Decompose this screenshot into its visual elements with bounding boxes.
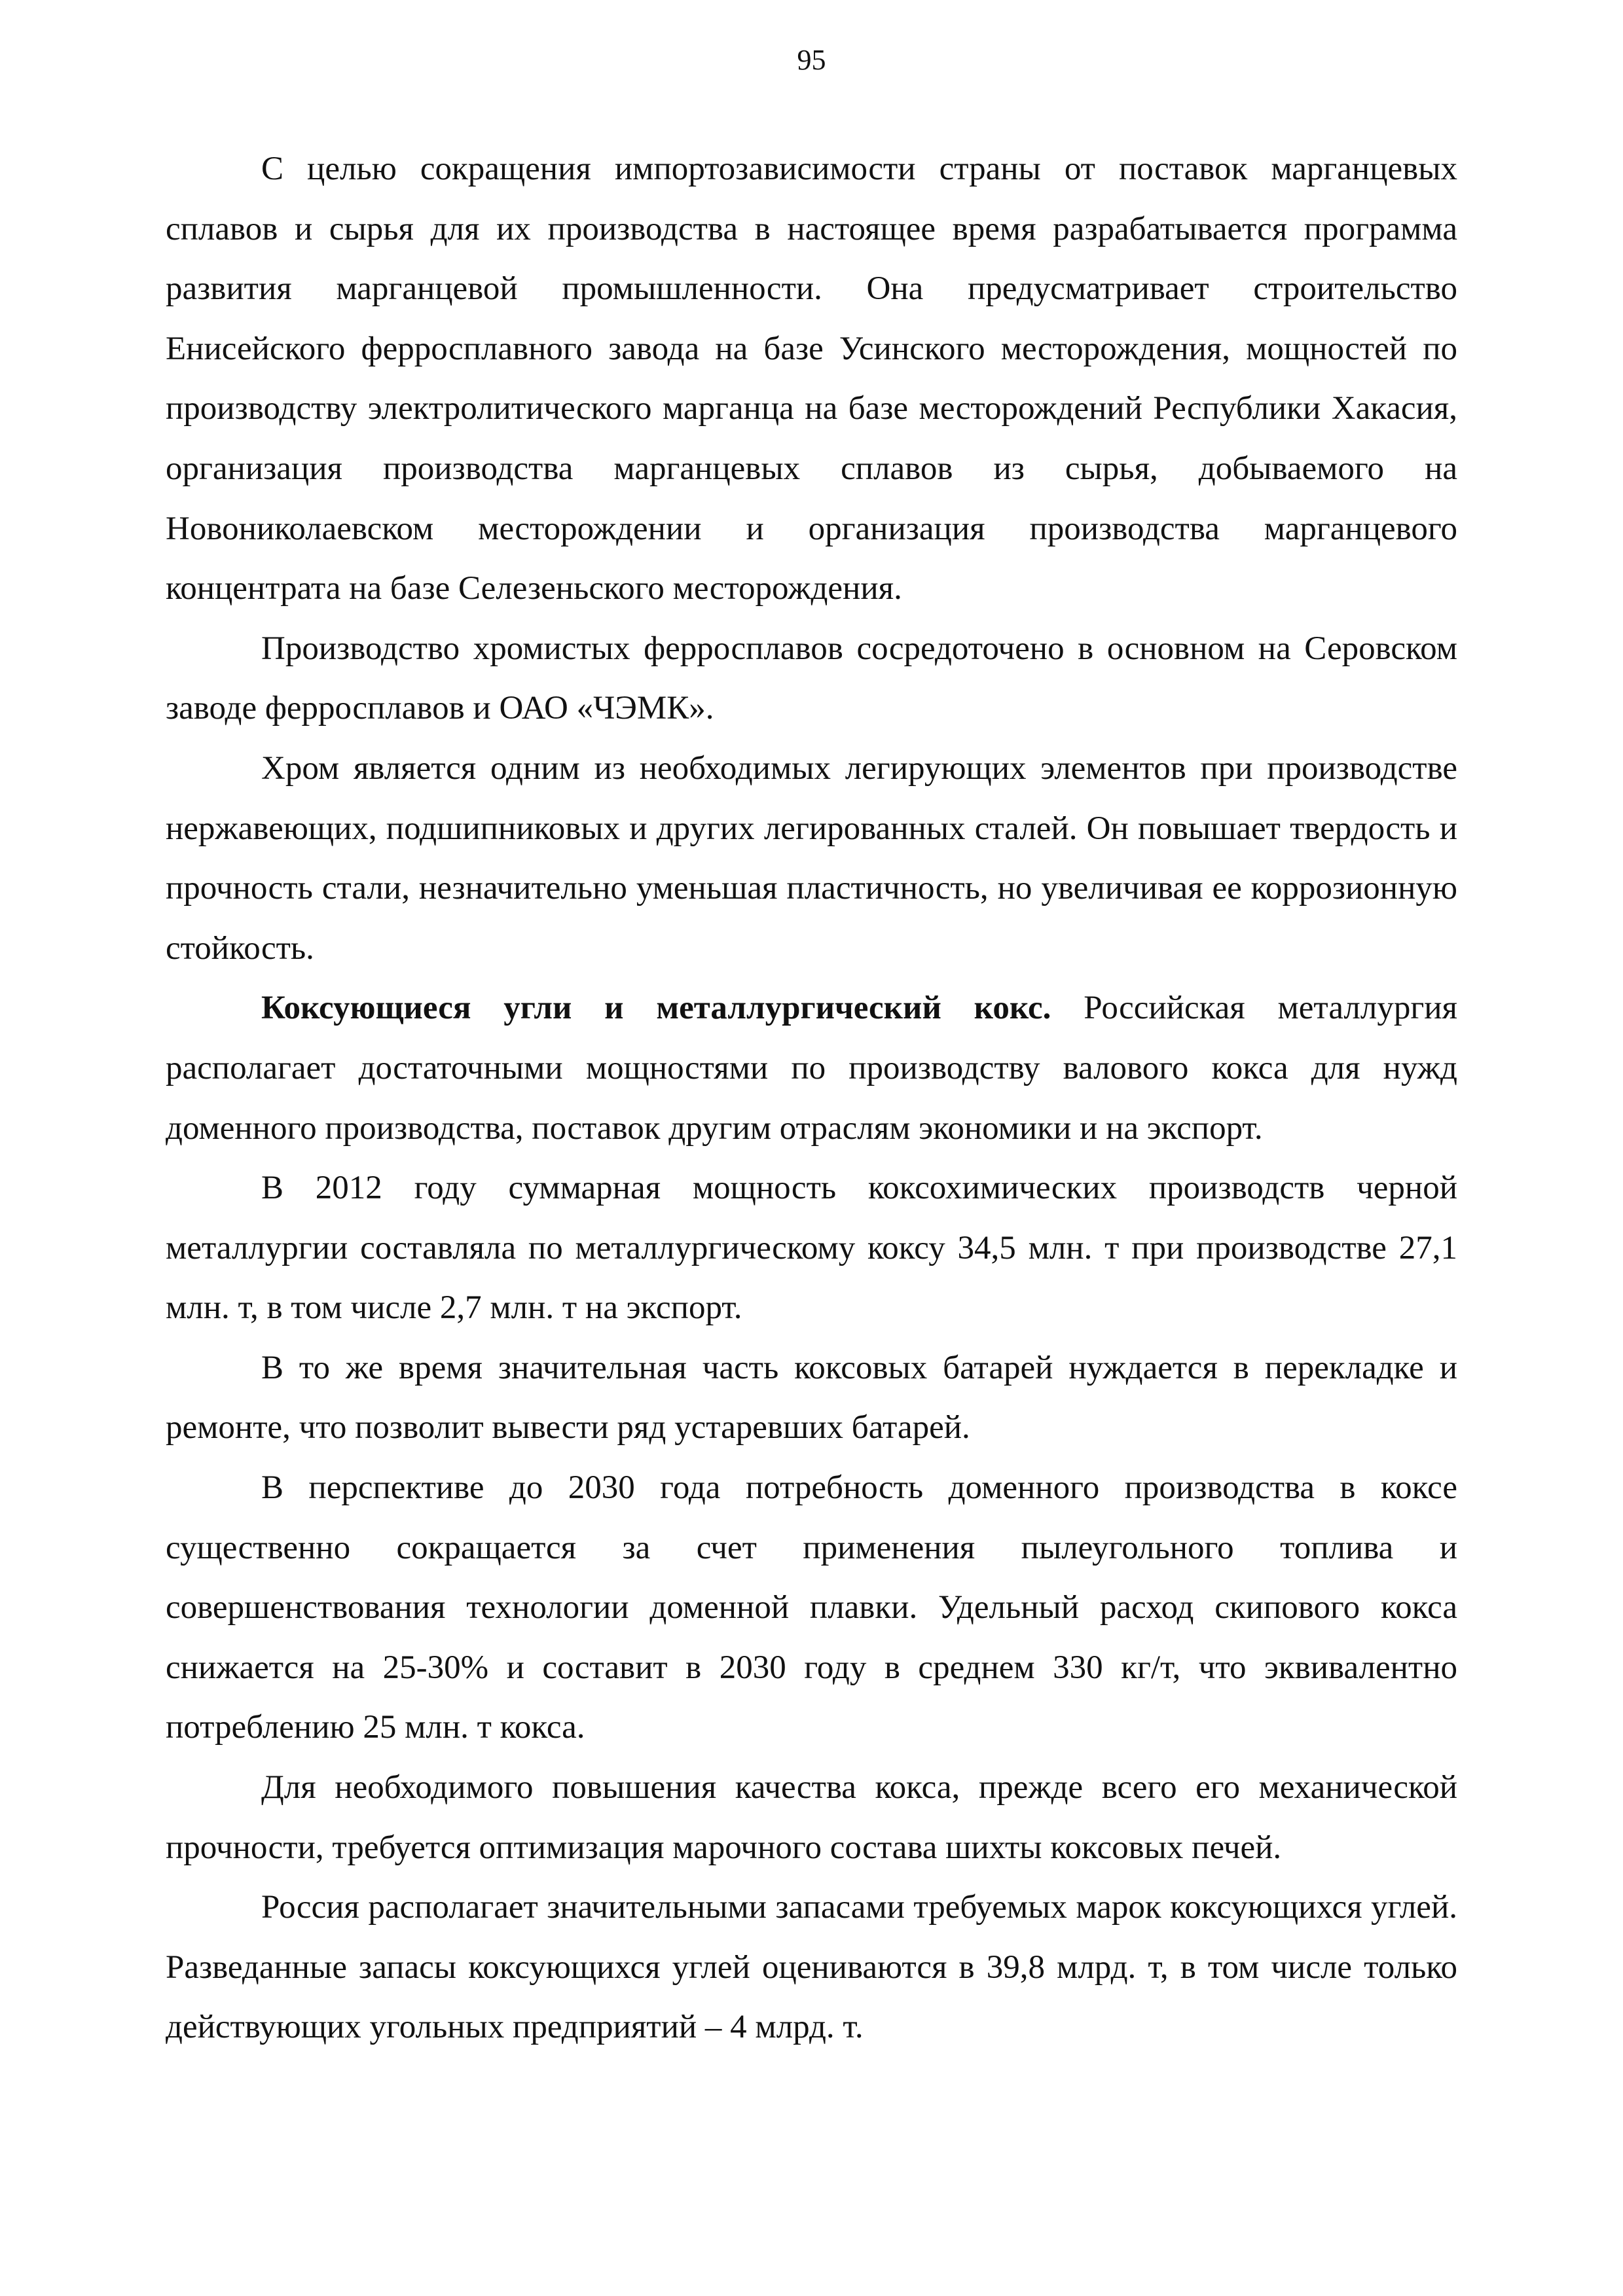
paragraph-coking-coal-intro	[166, 978, 1457, 1158]
body-text	[166, 139, 1457, 2058]
paragraph-coke-batteries-repair: В то же время значительная часть коксовых батарей нуждается в перекладке и ремонте, что позволит вывести ряд устаревших батарей.	[166, 1349, 1457, 1446]
paragraph-manganese-program: С целью сокращения импортозависимости страны от поставок марганцевых сплавов и сырья для их производства в настоящее время разрабатывается программа развития марганцевой промышленности. Она предусматривает строительство Енисейского ферросплавного завода на базе Усинского месторождения, мощностей по производству электролитического марганца на базе месторождений Республики Хакасия, организация производства марганцевых сплавов из сырья, добываемого на Новониколаевском месторождении и организация производства марганцевого концентрата на базе Селезеньского месторождения.	[166, 151, 1457, 607]
paragraph-chrome-ferroalloys: Производство хромистых ферросплавов сосредоточено в основном на Серовском заводе ферросплавов и ОАО «ЧЭМК».	[166, 630, 1457, 727]
paragraph-coke-demand-2030: В перспективе до 2030 года потребность доменного производства в коксе существенно сокращается за счет применения пылеугольного топлива и совершенствования технологии доменной плавки. Удельный расход скипового кокса снижается на 25-30% и составит в 2030 году в среднем 330 кг/т, что эквивалентно потреблению 25 млн. т кокса.	[166, 1469, 1457, 1746]
paragraph-text: Российская металлургия располагает достаточными мощностями по производству валового кокса для нужд доменного производства, поставок другим отраслям экономики и на экспорт.	[166, 990, 1457, 1147]
paragraph-coke-capacity-2012: В 2012 году суммарная мощность коксохимических производств черной металлургии составляла по металлургическому коксу 34,5 млн. т при производстве 27,1 млн. т, в том числе 2,7 млн. т на экспорт.	[166, 1170, 1457, 1327]
section-lead-heading: Коксующиеся угли и металлургический кокс.	[261, 990, 1051, 1027]
paragraph-coking-coal-reserves: Россия располагает значительными запасами требуемых марок коксующихся углей. Разведанные запасы коксующихся углей оцениваются в 39,8 млрд. т, в том числе только действующих угольных предприятий – 4 млрд. т.	[166, 1889, 1457, 2046]
paragraph-coke-quality: Для необходимого повышения качества кокса, прежде всего его механической прочности, требуется оптимизация марочного состава шихты коксовых печей.	[166, 1769, 1457, 1866]
paragraph-chrome-properties: Хром является одним из необходимых легирующих элементов при производстве нержавеющих, подшипниковых и других легированных сталей. Он повышает твердость и прочность стали, незначительно уменьшая пластичность, но увеличивая ее коррозионную стойкость.	[166, 749, 1457, 967]
page-number: 95	[797, 44, 826, 76]
